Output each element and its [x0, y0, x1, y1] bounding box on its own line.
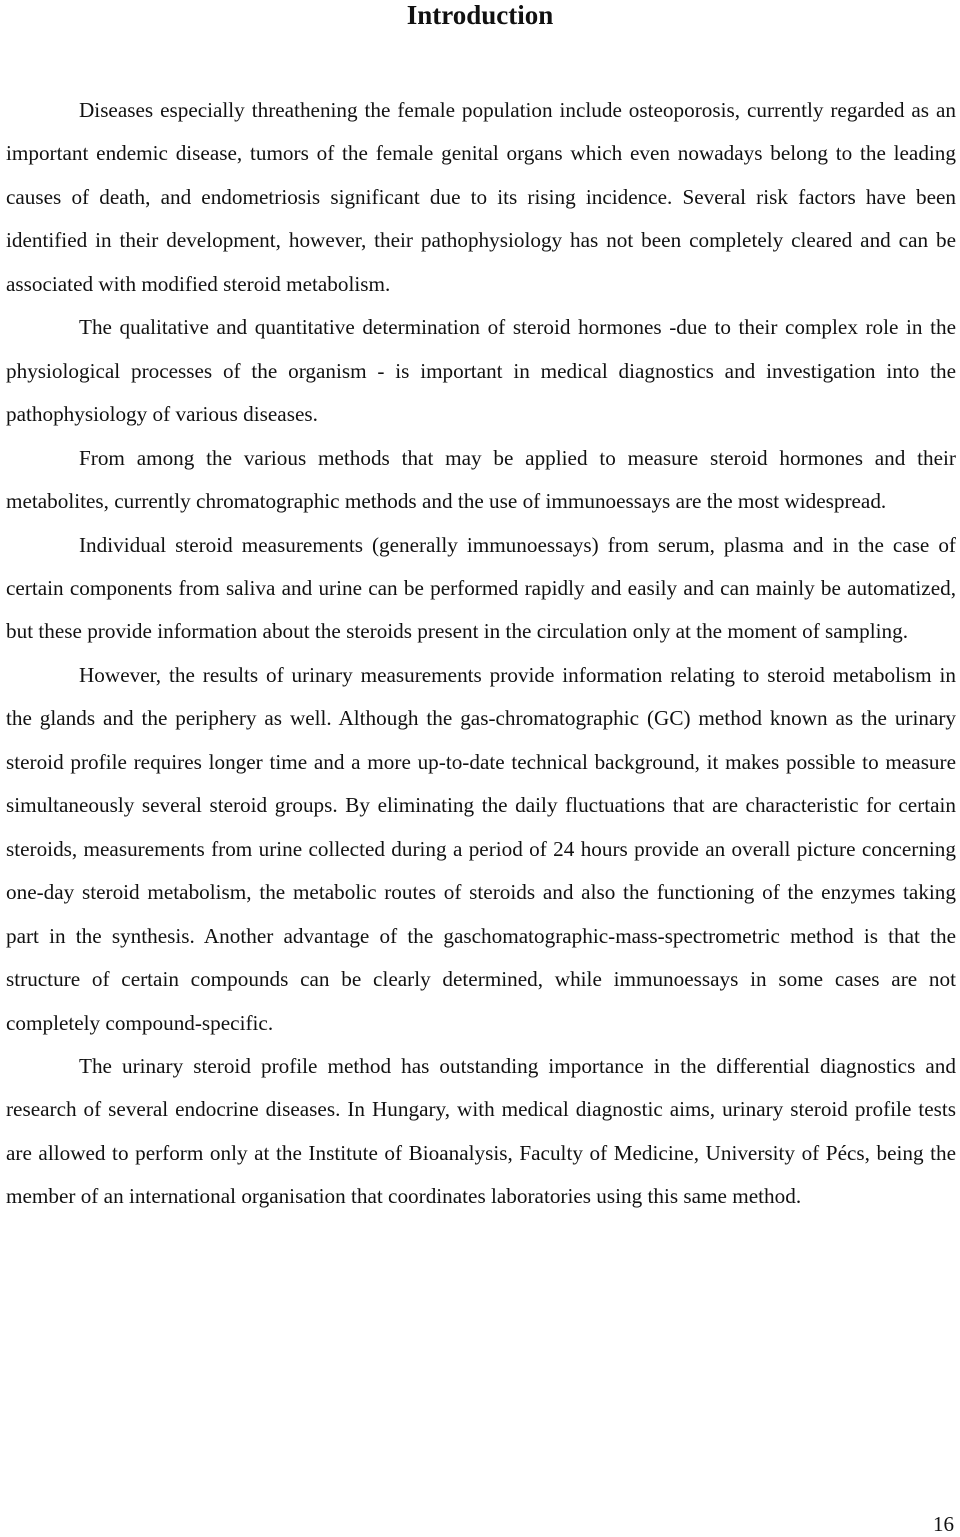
paragraph-1: Diseases especially threathening the female population include osteoporosis, currently regarded as an important endemic disease, tumors of the female genital organs which even nowadays belong to the leading causes of death, and endometriosis significant due to its rising incidence. Several risk factors have been identified in their development, however, their pathophysiology has not been completely cleared and can be associated with modified steroid metabolism. [6, 98, 956, 296]
page-number: 16 [933, 1512, 954, 1536]
paragraph-3: From among the various methods that may be applied to measure steroid hormones and their metabolites, currently chromatographic methods and the use of immunoessays are the most widespread. [6, 445, 956, 514]
page-title: Introduction [406, 0, 554, 30]
paragraph-2: The qualitative and quantitative determination of steroid hormones -due to their complex role in the physiological processes of the organism - is important in medical diagnostics and investigation into the pathophysiology of various diseases. [6, 315, 956, 427]
body-text [6, 89, 956, 1219]
paragraph-4: Individual steroid measurements (generally immunoessays) from serum, plasma and in the case of certain components from saliva and urine can be performed rapidly and easily and can mainly be automatized, but these provide information about the steroids present in the circulation only at the moment of sampling. [6, 532, 956, 644]
paragraph-5: However, the results of urinary measurements provide information relating to steroid metabolism in the glands and the periphery as well. Although the gas-chromatographic (GC) method known as the urinary steroid profile requires longer time and a more up-to-date technical background, it makes possible to measure simultaneously several steroid groups. By eliminating the daily fluctuations that are characteristic for certain steroids, measurements from urine collected during a period of 24 hours provide an overall picture concerning one-day steroid metabolism, the metabolic routes of steroids and also the functioning of the enzymes taking part in the synthesis. Another advantage of the gaschomatographic-mass-spectrometric method is that the structure of certain compounds can be clearly determined, while immunoessays in some cases are not completely compound-specific. [6, 662, 956, 1035]
paragraph-6: The urinary steroid profile method has outstanding importance in the differential diagnostics and research of several endocrine diseases. In Hungary, with medical diagnostic aims, urinary steroid profile tests are allowed to perform only at the Institute of Bioanalysis, Faculty of Medicine, University of Pécs, being the member of an international organisation that coordinates laboratories using this same method. [6, 1053, 956, 1209]
